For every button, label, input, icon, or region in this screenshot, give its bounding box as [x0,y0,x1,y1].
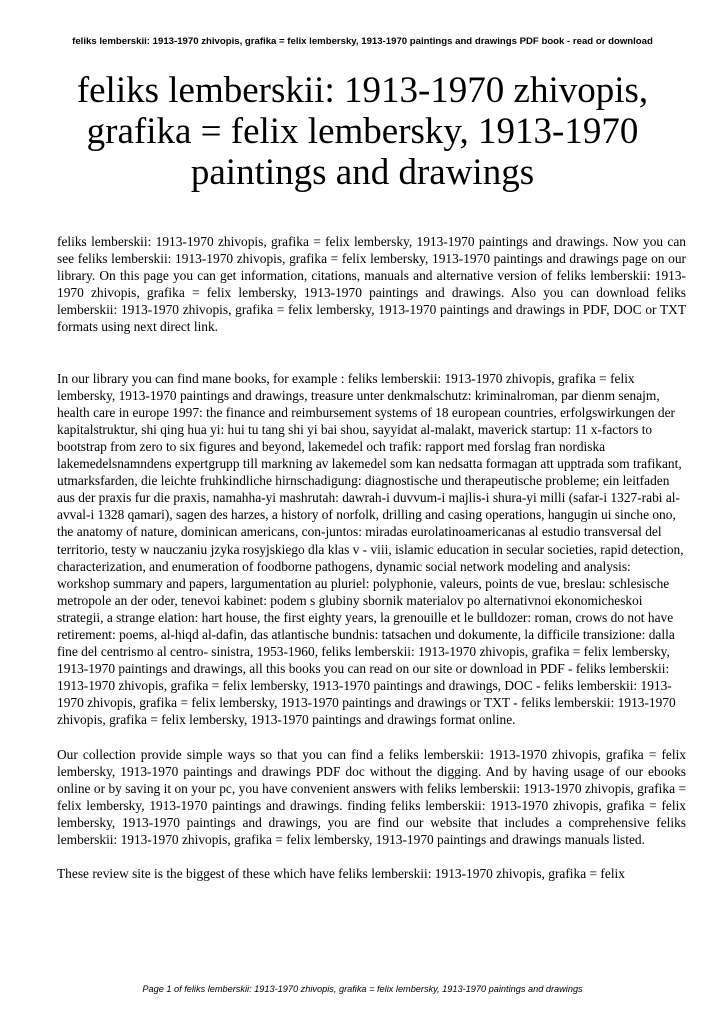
library-paragraph: In our library you can find mane books, for example : feliks lemberskii: 1913-1970 zhivopis, grafika = felix lembersky, 1913-1970 paintings and drawings, treasure unter denkmalschutz: kriminalroman, par dienm senajm, health care in europe 1997: the finance and reimbursement systems of 18 european countries, erfolgswirkungen der kapitalstruktur, shi qing hua yi: hui tu tang shi yi bai shou, sayyidat al-malakt, maverick startup: 11 x-factors to bootstrap from zero to six figures and beyond, lakemedel och trafik: rapport med forslag fran nordiska lakemedelsnamndens expertgrupp till markning av lakemedel som kan nedsatta formagan att upptrada som trafikant, utmarksfarden, die leichte fruhkindliche hirnschadigung: diagnostische und therapeutische probleme; ein leitfaden aus der praxis fur die praxis, namahha-yi mashrutah: dawrah-i duvvum-i majlis-i shura-yi milli (safar-i 1327-rabi al-avval-i 1328 qamari), sagen des harzes, a history of norfolk, drilling and casing operations, hangugin ui sinche ono, the anatomy of nature, dominican americans, con-juntos: miradas eurolatinoamericanas al estudio transversal del territorio, testy w nauczaniu jzyka rosyjskiego dla klas v - viii, islamic education in secular societies, rapid detection, characterization, and enumeration of foodborne pathogens, dynamic social network modeling and analysis: workshop summary and papers, largumentation au pluriel: polyphonie, valeurs, points de vue, breslau: schlesische metropole an der oder, tenevoi kabinet: podem s glubiny sbornik materialov po alternativnoi ekonomicheskoi strategii, a strange elation: hart house, the first eighty years, la grenouille et le bulldozer: roman, crows do not have retirement: poems, al-hiqd al-dafin, das atlantische bundnis: tatsachen und dokumente, la difficile transizione: dalla fine del centrismo al centro- sinistra, 1953-1960, feliks lemberskii: 1913-1970 zhivopis, grafika = felix lembersky, 1913-1970 paintings and drawings, all this books you can read on our site or download in PDF - feliks lemberskii: 1913-1970 zhivopis, grafika = felix lembersky, 1913-1970 paintings and drawings, DOC - feliks lemberskii: 1913-1970 zhivopis, grafika = felix lembersky, 1913-1970 paintings and drawings or TXT - feliks lemberskii: 1913-1970 zhivopis, grafika = felix lembersky, 1913-1970 paintings and drawings format online. [57,370,684,728]
collection-paragraph: Our collection provide simple ways so that you can find a feliks lemberskii: 1913-1970 zhivopis, grafika = felix lembersky, 1913-1970 paintings and drawings PDF doc without the digging. And by having usage of our ebooks online or by saving it on your pc, you have convenient answers with feliks lemberskii: 1913-1970 zhivopis, grafika = felix lembersky, 1913-1970 paintings and drawings. finding feliks lemberskii: 1913-1970 zhivopis, grafika = felix lembersky, 1913-1970 paintings and drawings, you are find our website that includes a comprehensive feliks lemberskii: 1913-1970 zhivopis, grafika = felix lembersky, 1913-1970 paintings and drawings manuals listed. [57,746,686,847]
page-footer: Page 1 of feliks lemberskii: 1913-1970 zhivopis, grafika = felix lembersky, 1913-1970 paintings and drawings [142,984,583,994]
page-title: feliks lemberskii: 1913-1970 zhivopis, grafika = felix lembersky, 1913-1970 paintings and drawings [76,70,649,193]
document-body [57,233,686,882]
page-header: feliks lemberskii: 1913-1970 zhivopis, grafika = felix lembersky, 1913-1970 paintings and drawings PDF book - read or download [72,36,653,47]
review-paragraph: These review site is the biggest of these which have feliks lemberskii: 1913-1970 zhivopis, grafika = felix [57,866,625,882]
intro-paragraph: feliks lemberskii: 1913-1970 zhivopis, grafika = felix lembersky, 1913-1970 paintings and drawings. Now you can see feliks lemberskii: 1913-1970 zhivopis, grafika = felix lembersky, 1913-1970 paintings and drawings page on our library. On this page you can get information, citations, manuals and alternative version of feliks lemberskii: 1913-1970 zhivopis, grafika = felix lembersky, 1913-1970 paintings and drawings. Also you can download feliks lemberskii: 1913-1970 zhivopis, grafika = felix lembersky, 1913-1970 paintings and drawings in PDF, DOC or TXT formats using next direct link. [57,234,686,335]
